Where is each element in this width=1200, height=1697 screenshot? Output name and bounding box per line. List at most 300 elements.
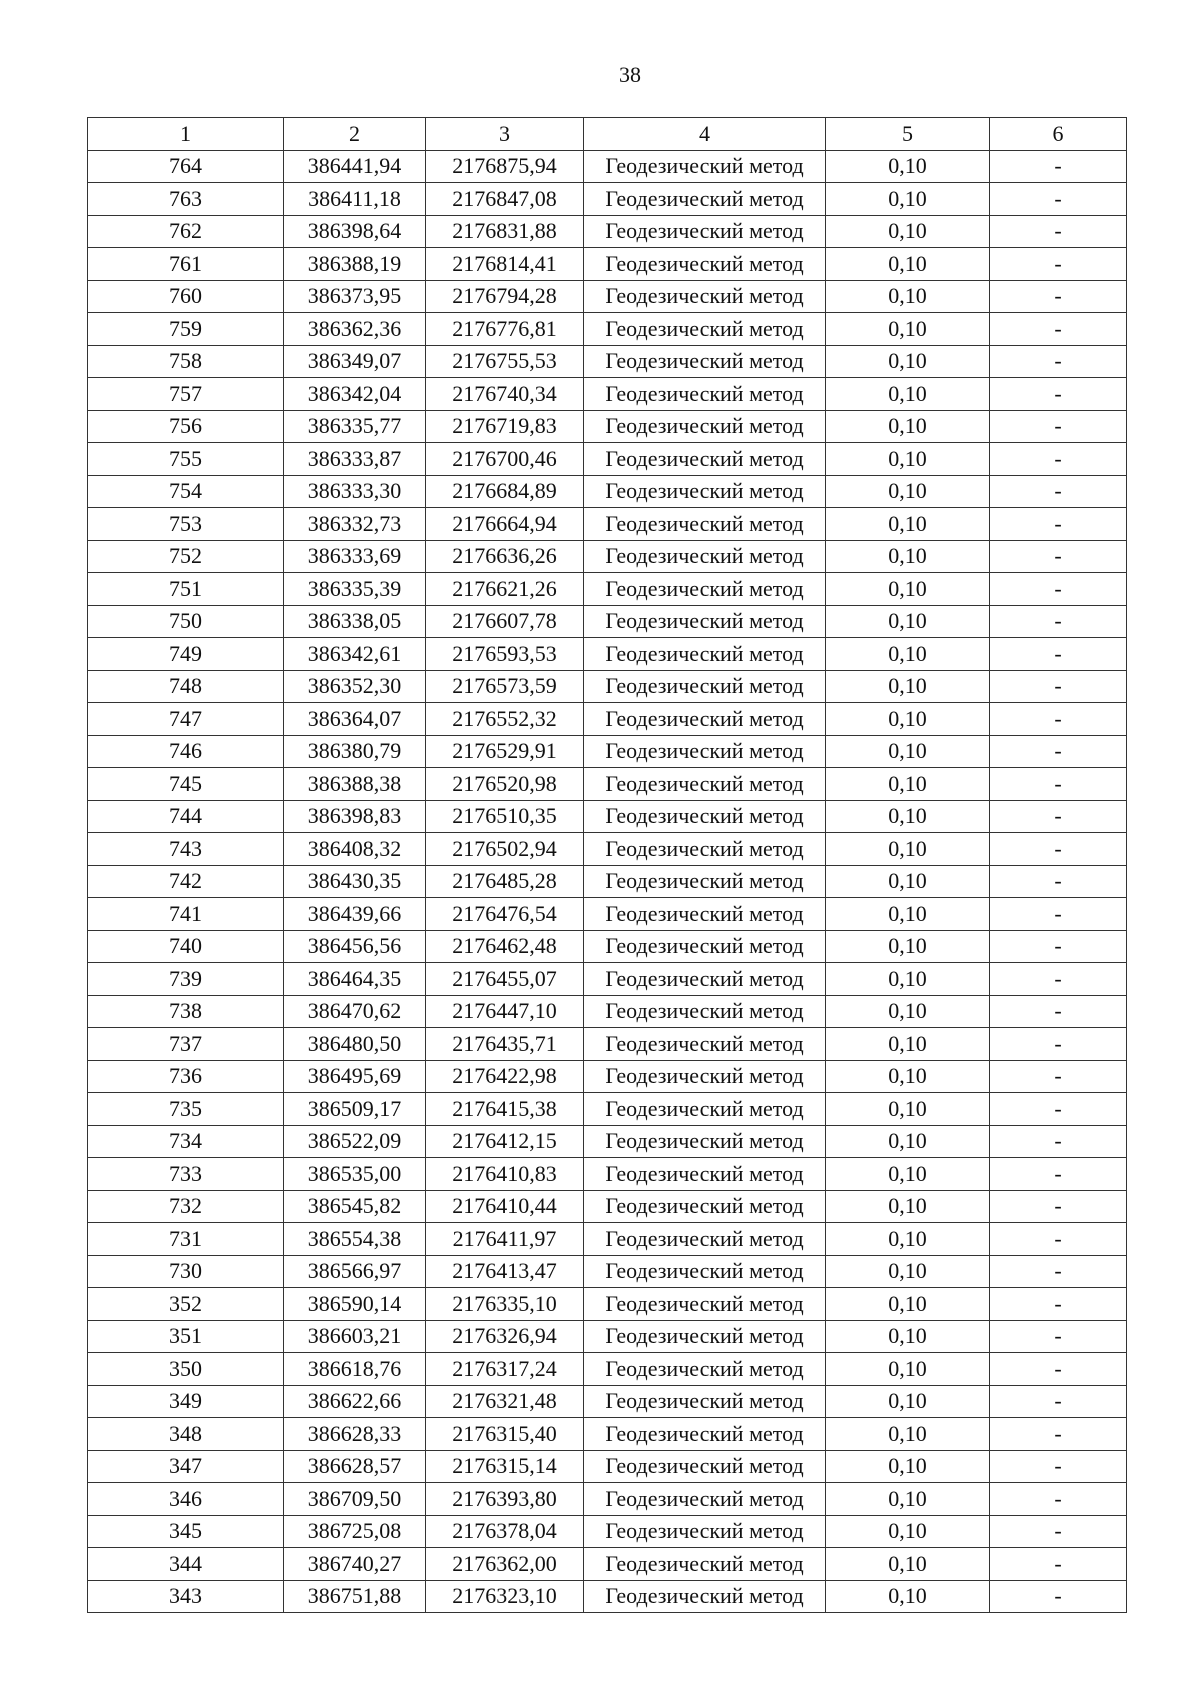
accuracy-cell: 0,10 bbox=[826, 410, 990, 443]
point-number-cell: 751 bbox=[88, 573, 284, 606]
y-coordinate-cell: 2176476,54 bbox=[426, 898, 584, 931]
table-row bbox=[88, 1483, 1127, 1516]
note-cell: - bbox=[990, 215, 1127, 248]
note-cell: - bbox=[990, 345, 1127, 378]
y-coordinate-cell: 2176875,94 bbox=[426, 150, 584, 183]
table-row bbox=[88, 898, 1127, 931]
y-coordinate-cell: 2176719,83 bbox=[426, 410, 584, 443]
table-row bbox=[88, 150, 1127, 183]
x-coordinate-cell: 386362,36 bbox=[284, 313, 426, 346]
y-coordinate-cell: 2176410,44 bbox=[426, 1190, 584, 1223]
x-coordinate-cell: 386333,69 bbox=[284, 540, 426, 573]
table-row bbox=[88, 963, 1127, 996]
point-number-cell: 347 bbox=[88, 1450, 284, 1483]
note-cell: - bbox=[990, 508, 1127, 541]
method-cell: Геодезический метод bbox=[584, 573, 826, 606]
table-row bbox=[88, 1028, 1127, 1061]
table-row bbox=[88, 1223, 1127, 1256]
note-cell: - bbox=[990, 865, 1127, 898]
table-row bbox=[88, 1353, 1127, 1386]
note-cell: - bbox=[990, 1353, 1127, 1386]
point-number-cell: 764 bbox=[88, 150, 284, 183]
method-cell: Геодезический метод bbox=[584, 508, 826, 541]
x-coordinate-cell: 386338,05 bbox=[284, 605, 426, 638]
note-cell: - bbox=[990, 703, 1127, 736]
accuracy-cell: 0,10 bbox=[826, 573, 990, 606]
method-cell: Геодезический метод bbox=[584, 1125, 826, 1158]
point-number-cell: 760 bbox=[88, 280, 284, 313]
column-header-2: 2 bbox=[284, 118, 426, 151]
method-cell: Геодезический метод bbox=[584, 410, 826, 443]
x-coordinate-cell: 386333,30 bbox=[284, 475, 426, 508]
point-number-cell: 742 bbox=[88, 865, 284, 898]
y-coordinate-cell: 2176607,78 bbox=[426, 605, 584, 638]
note-cell: - bbox=[990, 475, 1127, 508]
point-number-cell: 345 bbox=[88, 1515, 284, 1548]
note-cell: - bbox=[990, 1385, 1127, 1418]
y-coordinate-cell: 2176415,38 bbox=[426, 1093, 584, 1126]
method-cell: Геодезический метод bbox=[584, 475, 826, 508]
note-cell: - bbox=[990, 995, 1127, 1028]
method-cell: Геодезический метод bbox=[584, 1548, 826, 1581]
table-row bbox=[88, 508, 1127, 541]
point-number-cell: 754 bbox=[88, 475, 284, 508]
method-cell: Геодезический метод bbox=[584, 898, 826, 931]
note-cell: - bbox=[990, 1028, 1127, 1061]
accuracy-cell: 0,10 bbox=[826, 670, 990, 703]
method-cell: Геодезический метод bbox=[584, 670, 826, 703]
accuracy-cell: 0,10 bbox=[826, 898, 990, 931]
accuracy-cell: 0,10 bbox=[826, 1288, 990, 1321]
y-coordinate-cell: 2176326,94 bbox=[426, 1320, 584, 1353]
point-number-cell: 740 bbox=[88, 930, 284, 963]
x-coordinate-cell: 386441,94 bbox=[284, 150, 426, 183]
method-cell: Геодезический метод bbox=[584, 1190, 826, 1223]
method-cell: Геодезический метод bbox=[584, 378, 826, 411]
x-coordinate-cell: 386709,50 bbox=[284, 1483, 426, 1516]
column-header-5: 5 bbox=[826, 118, 990, 151]
table-row bbox=[88, 1385, 1127, 1418]
table-row bbox=[88, 930, 1127, 963]
accuracy-cell: 0,10 bbox=[826, 800, 990, 833]
x-coordinate-cell: 386364,07 bbox=[284, 703, 426, 736]
note-cell: - bbox=[990, 443, 1127, 476]
point-number-cell: 730 bbox=[88, 1255, 284, 1288]
accuracy-cell: 0,10 bbox=[826, 248, 990, 281]
y-coordinate-cell: 2176573,59 bbox=[426, 670, 584, 703]
note-cell: - bbox=[990, 280, 1127, 313]
point-number-cell: 749 bbox=[88, 638, 284, 671]
y-coordinate-cell: 2176323,10 bbox=[426, 1580, 584, 1613]
table-row bbox=[88, 378, 1127, 411]
x-coordinate-cell: 386439,66 bbox=[284, 898, 426, 931]
accuracy-cell: 0,10 bbox=[826, 605, 990, 638]
method-cell: Геодезический метод bbox=[584, 1060, 826, 1093]
y-coordinate-cell: 2176447,10 bbox=[426, 995, 584, 1028]
point-number-cell: 753 bbox=[88, 508, 284, 541]
x-coordinate-cell: 386430,35 bbox=[284, 865, 426, 898]
column-header-4: 4 bbox=[584, 118, 826, 151]
y-coordinate-cell: 2176455,07 bbox=[426, 963, 584, 996]
note-cell: - bbox=[990, 410, 1127, 443]
accuracy-cell: 0,10 bbox=[826, 963, 990, 996]
table-row bbox=[88, 248, 1127, 281]
method-cell: Геодезический метод bbox=[584, 865, 826, 898]
point-number-cell: 344 bbox=[88, 1548, 284, 1581]
x-coordinate-cell: 386509,17 bbox=[284, 1093, 426, 1126]
x-coordinate-cell: 386535,00 bbox=[284, 1158, 426, 1191]
accuracy-cell: 0,10 bbox=[826, 540, 990, 573]
method-cell: Геодезический метод bbox=[584, 248, 826, 281]
column-header-6: 6 bbox=[990, 118, 1127, 151]
x-coordinate-cell: 386388,19 bbox=[284, 248, 426, 281]
accuracy-cell: 0,10 bbox=[826, 995, 990, 1028]
y-coordinate-cell: 2176435,71 bbox=[426, 1028, 584, 1061]
method-cell: Геодезический метод bbox=[584, 443, 826, 476]
note-cell: - bbox=[990, 313, 1127, 346]
method-cell: Геодезический метод bbox=[584, 1223, 826, 1256]
x-coordinate-cell: 386373,95 bbox=[284, 280, 426, 313]
y-coordinate-cell: 2176636,26 bbox=[426, 540, 584, 573]
accuracy-cell: 0,10 bbox=[826, 703, 990, 736]
point-number-cell: 747 bbox=[88, 703, 284, 736]
point-number-cell: 351 bbox=[88, 1320, 284, 1353]
note-cell: - bbox=[990, 800, 1127, 833]
y-coordinate-cell: 2176502,94 bbox=[426, 833, 584, 866]
y-coordinate-cell: 2176315,40 bbox=[426, 1418, 584, 1451]
method-cell: Геодезический метод bbox=[584, 183, 826, 216]
note-cell: - bbox=[990, 183, 1127, 216]
method-cell: Геодезический метод bbox=[584, 703, 826, 736]
x-coordinate-cell: 386480,50 bbox=[284, 1028, 426, 1061]
table-row bbox=[88, 865, 1127, 898]
accuracy-cell: 0,10 bbox=[826, 1418, 990, 1451]
y-coordinate-cell: 2176462,48 bbox=[426, 930, 584, 963]
method-cell: Геодезический метод bbox=[584, 280, 826, 313]
note-cell: - bbox=[990, 540, 1127, 573]
table-row bbox=[88, 703, 1127, 736]
note-cell: - bbox=[990, 605, 1127, 638]
table-row bbox=[88, 670, 1127, 703]
note-cell: - bbox=[990, 963, 1127, 996]
y-coordinate-cell: 2176814,41 bbox=[426, 248, 584, 281]
x-coordinate-cell: 386566,97 bbox=[284, 1255, 426, 1288]
table-row bbox=[88, 215, 1127, 248]
x-coordinate-cell: 386603,21 bbox=[284, 1320, 426, 1353]
method-cell: Геодезический метод bbox=[584, 1385, 826, 1418]
note-cell: - bbox=[990, 670, 1127, 703]
table-row bbox=[88, 540, 1127, 573]
accuracy-cell: 0,10 bbox=[826, 313, 990, 346]
y-coordinate-cell: 2176755,53 bbox=[426, 345, 584, 378]
table-row bbox=[88, 183, 1127, 216]
point-number-cell: 734 bbox=[88, 1125, 284, 1158]
y-coordinate-cell: 2176529,91 bbox=[426, 735, 584, 768]
accuracy-cell: 0,10 bbox=[826, 1385, 990, 1418]
table-row bbox=[88, 1125, 1127, 1158]
note-cell: - bbox=[990, 1125, 1127, 1158]
x-coordinate-cell: 386333,87 bbox=[284, 443, 426, 476]
table-row bbox=[88, 1093, 1127, 1126]
x-coordinate-cell: 386335,39 bbox=[284, 573, 426, 606]
y-coordinate-cell: 2176520,98 bbox=[426, 768, 584, 801]
note-cell: - bbox=[990, 735, 1127, 768]
point-number-cell: 750 bbox=[88, 605, 284, 638]
y-coordinate-cell: 2176485,28 bbox=[426, 865, 584, 898]
accuracy-cell: 0,10 bbox=[826, 1548, 990, 1581]
note-cell: - bbox=[990, 1190, 1127, 1223]
table-row bbox=[88, 1190, 1127, 1223]
accuracy-cell: 0,10 bbox=[826, 1158, 990, 1191]
y-coordinate-cell: 2176794,28 bbox=[426, 280, 584, 313]
table-row bbox=[88, 1450, 1127, 1483]
point-number-cell: 763 bbox=[88, 183, 284, 216]
x-coordinate-cell: 386622,66 bbox=[284, 1385, 426, 1418]
table-row bbox=[88, 1548, 1127, 1581]
accuracy-cell: 0,10 bbox=[826, 930, 990, 963]
y-coordinate-cell: 2176552,32 bbox=[426, 703, 584, 736]
column-header-3: 3 bbox=[426, 118, 584, 151]
note-cell: - bbox=[990, 248, 1127, 281]
y-coordinate-cell: 2176378,04 bbox=[426, 1515, 584, 1548]
accuracy-cell: 0,10 bbox=[826, 865, 990, 898]
point-number-cell: 762 bbox=[88, 215, 284, 248]
method-cell: Геодезический метод bbox=[584, 1028, 826, 1061]
method-cell: Геодезический метод bbox=[584, 345, 826, 378]
y-coordinate-cell: 2176321,48 bbox=[426, 1385, 584, 1418]
method-cell: Геодезический метод bbox=[584, 313, 826, 346]
note-cell: - bbox=[990, 1158, 1127, 1191]
method-cell: Геодезический метод bbox=[584, 638, 826, 671]
note-cell: - bbox=[990, 1288, 1127, 1321]
accuracy-cell: 0,10 bbox=[826, 1450, 990, 1483]
table-row bbox=[88, 1320, 1127, 1353]
x-coordinate-cell: 386352,30 bbox=[284, 670, 426, 703]
y-coordinate-cell: 2176684,89 bbox=[426, 475, 584, 508]
y-coordinate-cell: 2176831,88 bbox=[426, 215, 584, 248]
accuracy-cell: 0,10 bbox=[826, 1515, 990, 1548]
method-cell: Геодезический метод bbox=[584, 1483, 826, 1516]
table-header-row bbox=[88, 118, 1127, 151]
method-cell: Геодезический метод bbox=[584, 1255, 826, 1288]
accuracy-cell: 0,10 bbox=[826, 475, 990, 508]
table-row bbox=[88, 735, 1127, 768]
point-number-cell: 739 bbox=[88, 963, 284, 996]
note-cell: - bbox=[990, 833, 1127, 866]
note-cell: - bbox=[990, 150, 1127, 183]
accuracy-cell: 0,10 bbox=[826, 215, 990, 248]
y-coordinate-cell: 2176776,81 bbox=[426, 313, 584, 346]
x-coordinate-cell: 386398,64 bbox=[284, 215, 426, 248]
note-cell: - bbox=[990, 638, 1127, 671]
table-row bbox=[88, 1158, 1127, 1191]
y-coordinate-cell: 2176317,24 bbox=[426, 1353, 584, 1386]
method-cell: Геодезический метод bbox=[584, 963, 826, 996]
point-number-cell: 758 bbox=[88, 345, 284, 378]
method-cell: Геодезический метод bbox=[584, 150, 826, 183]
point-number-cell: 741 bbox=[88, 898, 284, 931]
x-coordinate-cell: 386495,69 bbox=[284, 1060, 426, 1093]
point-number-cell: 746 bbox=[88, 735, 284, 768]
accuracy-cell: 0,10 bbox=[826, 735, 990, 768]
accuracy-cell: 0,10 bbox=[826, 833, 990, 866]
x-coordinate-cell: 386590,14 bbox=[284, 1288, 426, 1321]
x-coordinate-cell: 386408,32 bbox=[284, 833, 426, 866]
note-cell: - bbox=[990, 1093, 1127, 1126]
accuracy-cell: 0,10 bbox=[826, 1190, 990, 1223]
x-coordinate-cell: 386618,76 bbox=[284, 1353, 426, 1386]
accuracy-cell: 0,10 bbox=[826, 378, 990, 411]
point-number-cell: 352 bbox=[88, 1288, 284, 1321]
x-coordinate-cell: 386349,07 bbox=[284, 345, 426, 378]
coordinates-table bbox=[87, 117, 1127, 1613]
table-row bbox=[88, 443, 1127, 476]
accuracy-cell: 0,10 bbox=[826, 1580, 990, 1613]
point-number-cell: 346 bbox=[88, 1483, 284, 1516]
x-coordinate-cell: 386470,62 bbox=[284, 995, 426, 1028]
note-cell: - bbox=[990, 1515, 1127, 1548]
table-row bbox=[88, 1418, 1127, 1451]
x-coordinate-cell: 386545,82 bbox=[284, 1190, 426, 1223]
method-cell: Геодезический метод bbox=[584, 735, 826, 768]
x-coordinate-cell: 386464,35 bbox=[284, 963, 426, 996]
note-cell: - bbox=[990, 930, 1127, 963]
accuracy-cell: 0,10 bbox=[826, 1028, 990, 1061]
accuracy-cell: 0,10 bbox=[826, 443, 990, 476]
y-coordinate-cell: 2176621,26 bbox=[426, 573, 584, 606]
point-number-cell: 761 bbox=[88, 248, 284, 281]
method-cell: Геодезический метод bbox=[584, 833, 826, 866]
method-cell: Геодезический метод bbox=[584, 540, 826, 573]
x-coordinate-cell: 386740,27 bbox=[284, 1548, 426, 1581]
method-cell: Геодезический метод bbox=[584, 1158, 826, 1191]
table-row bbox=[88, 638, 1127, 671]
accuracy-cell: 0,10 bbox=[826, 1320, 990, 1353]
accuracy-cell: 0,10 bbox=[826, 1223, 990, 1256]
point-number-cell: 731 bbox=[88, 1223, 284, 1256]
accuracy-cell: 0,10 bbox=[826, 183, 990, 216]
note-cell: - bbox=[990, 1483, 1127, 1516]
y-coordinate-cell: 2176510,35 bbox=[426, 800, 584, 833]
table-row bbox=[88, 1515, 1127, 1548]
table-row bbox=[88, 800, 1127, 833]
y-coordinate-cell: 2176411,97 bbox=[426, 1223, 584, 1256]
column-header-1: 1 bbox=[88, 118, 284, 151]
point-number-cell: 350 bbox=[88, 1353, 284, 1386]
point-number-cell: 732 bbox=[88, 1190, 284, 1223]
method-cell: Геодезический метод bbox=[584, 1093, 826, 1126]
page-number: 38 bbox=[619, 62, 641, 87]
point-number-cell: 757 bbox=[88, 378, 284, 411]
table-row bbox=[88, 475, 1127, 508]
accuracy-cell: 0,10 bbox=[826, 1093, 990, 1126]
table-row bbox=[88, 345, 1127, 378]
point-number-cell: 733 bbox=[88, 1158, 284, 1191]
table-row bbox=[88, 313, 1127, 346]
method-cell: Геодезический метод bbox=[584, 995, 826, 1028]
table-row bbox=[88, 1288, 1127, 1321]
point-number-cell: 738 bbox=[88, 995, 284, 1028]
accuracy-cell: 0,10 bbox=[826, 280, 990, 313]
accuracy-cell: 0,10 bbox=[826, 345, 990, 378]
method-cell: Геодезический метод bbox=[584, 605, 826, 638]
point-number-cell: 744 bbox=[88, 800, 284, 833]
note-cell: - bbox=[990, 1418, 1127, 1451]
method-cell: Геодезический метод bbox=[584, 1450, 826, 1483]
x-coordinate-cell: 386456,56 bbox=[284, 930, 426, 963]
method-cell: Геодезический метод bbox=[584, 1418, 826, 1451]
x-coordinate-cell: 386628,57 bbox=[284, 1450, 426, 1483]
point-number-cell: 752 bbox=[88, 540, 284, 573]
table-row bbox=[88, 833, 1127, 866]
x-coordinate-cell: 386725,08 bbox=[284, 1515, 426, 1548]
x-coordinate-cell: 386388,38 bbox=[284, 768, 426, 801]
y-coordinate-cell: 2176593,53 bbox=[426, 638, 584, 671]
y-coordinate-cell: 2176362,00 bbox=[426, 1548, 584, 1581]
y-coordinate-cell: 2176315,14 bbox=[426, 1450, 584, 1483]
point-number-cell: 348 bbox=[88, 1418, 284, 1451]
method-cell: Геодезический метод bbox=[584, 1353, 826, 1386]
method-cell: Геодезический метод bbox=[584, 1515, 826, 1548]
y-coordinate-cell: 2176700,46 bbox=[426, 443, 584, 476]
accuracy-cell: 0,10 bbox=[826, 150, 990, 183]
point-number-cell: 755 bbox=[88, 443, 284, 476]
method-cell: Геодезический метод bbox=[584, 800, 826, 833]
note-cell: - bbox=[990, 898, 1127, 931]
y-coordinate-cell: 2176664,94 bbox=[426, 508, 584, 541]
note-cell: - bbox=[990, 768, 1127, 801]
x-coordinate-cell: 386342,61 bbox=[284, 638, 426, 671]
table-row bbox=[88, 1580, 1127, 1613]
point-number-cell: 748 bbox=[88, 670, 284, 703]
accuracy-cell: 0,10 bbox=[826, 768, 990, 801]
note-cell: - bbox=[990, 1060, 1127, 1093]
x-coordinate-cell: 386342,04 bbox=[284, 378, 426, 411]
x-coordinate-cell: 386411,18 bbox=[284, 183, 426, 216]
point-number-cell: 735 bbox=[88, 1093, 284, 1126]
accuracy-cell: 0,10 bbox=[826, 1353, 990, 1386]
point-number-cell: 736 bbox=[88, 1060, 284, 1093]
y-coordinate-cell: 2176412,15 bbox=[426, 1125, 584, 1158]
point-number-cell: 756 bbox=[88, 410, 284, 443]
accuracy-cell: 0,10 bbox=[826, 1060, 990, 1093]
note-cell: - bbox=[990, 1450, 1127, 1483]
table-row bbox=[88, 605, 1127, 638]
x-coordinate-cell: 386332,73 bbox=[284, 508, 426, 541]
x-coordinate-cell: 386554,38 bbox=[284, 1223, 426, 1256]
table-row bbox=[88, 573, 1127, 606]
accuracy-cell: 0,10 bbox=[826, 1125, 990, 1158]
point-number-cell: 349 bbox=[88, 1385, 284, 1418]
y-coordinate-cell: 2176413,47 bbox=[426, 1255, 584, 1288]
x-coordinate-cell: 386522,09 bbox=[284, 1125, 426, 1158]
y-coordinate-cell: 2176740,34 bbox=[426, 378, 584, 411]
method-cell: Геодезический метод bbox=[584, 1288, 826, 1321]
note-cell: - bbox=[990, 378, 1127, 411]
note-cell: - bbox=[990, 1255, 1127, 1288]
x-coordinate-cell: 386628,33 bbox=[284, 1418, 426, 1451]
point-number-cell: 737 bbox=[88, 1028, 284, 1061]
method-cell: Геодезический метод bbox=[584, 1580, 826, 1613]
note-cell: - bbox=[990, 1320, 1127, 1353]
x-coordinate-cell: 386751,88 bbox=[284, 1580, 426, 1613]
y-coordinate-cell: 2176422,98 bbox=[426, 1060, 584, 1093]
point-number-cell: 745 bbox=[88, 768, 284, 801]
table-row bbox=[88, 1060, 1127, 1093]
point-number-cell: 743 bbox=[88, 833, 284, 866]
table-row bbox=[88, 995, 1127, 1028]
table-body bbox=[88, 150, 1127, 1613]
